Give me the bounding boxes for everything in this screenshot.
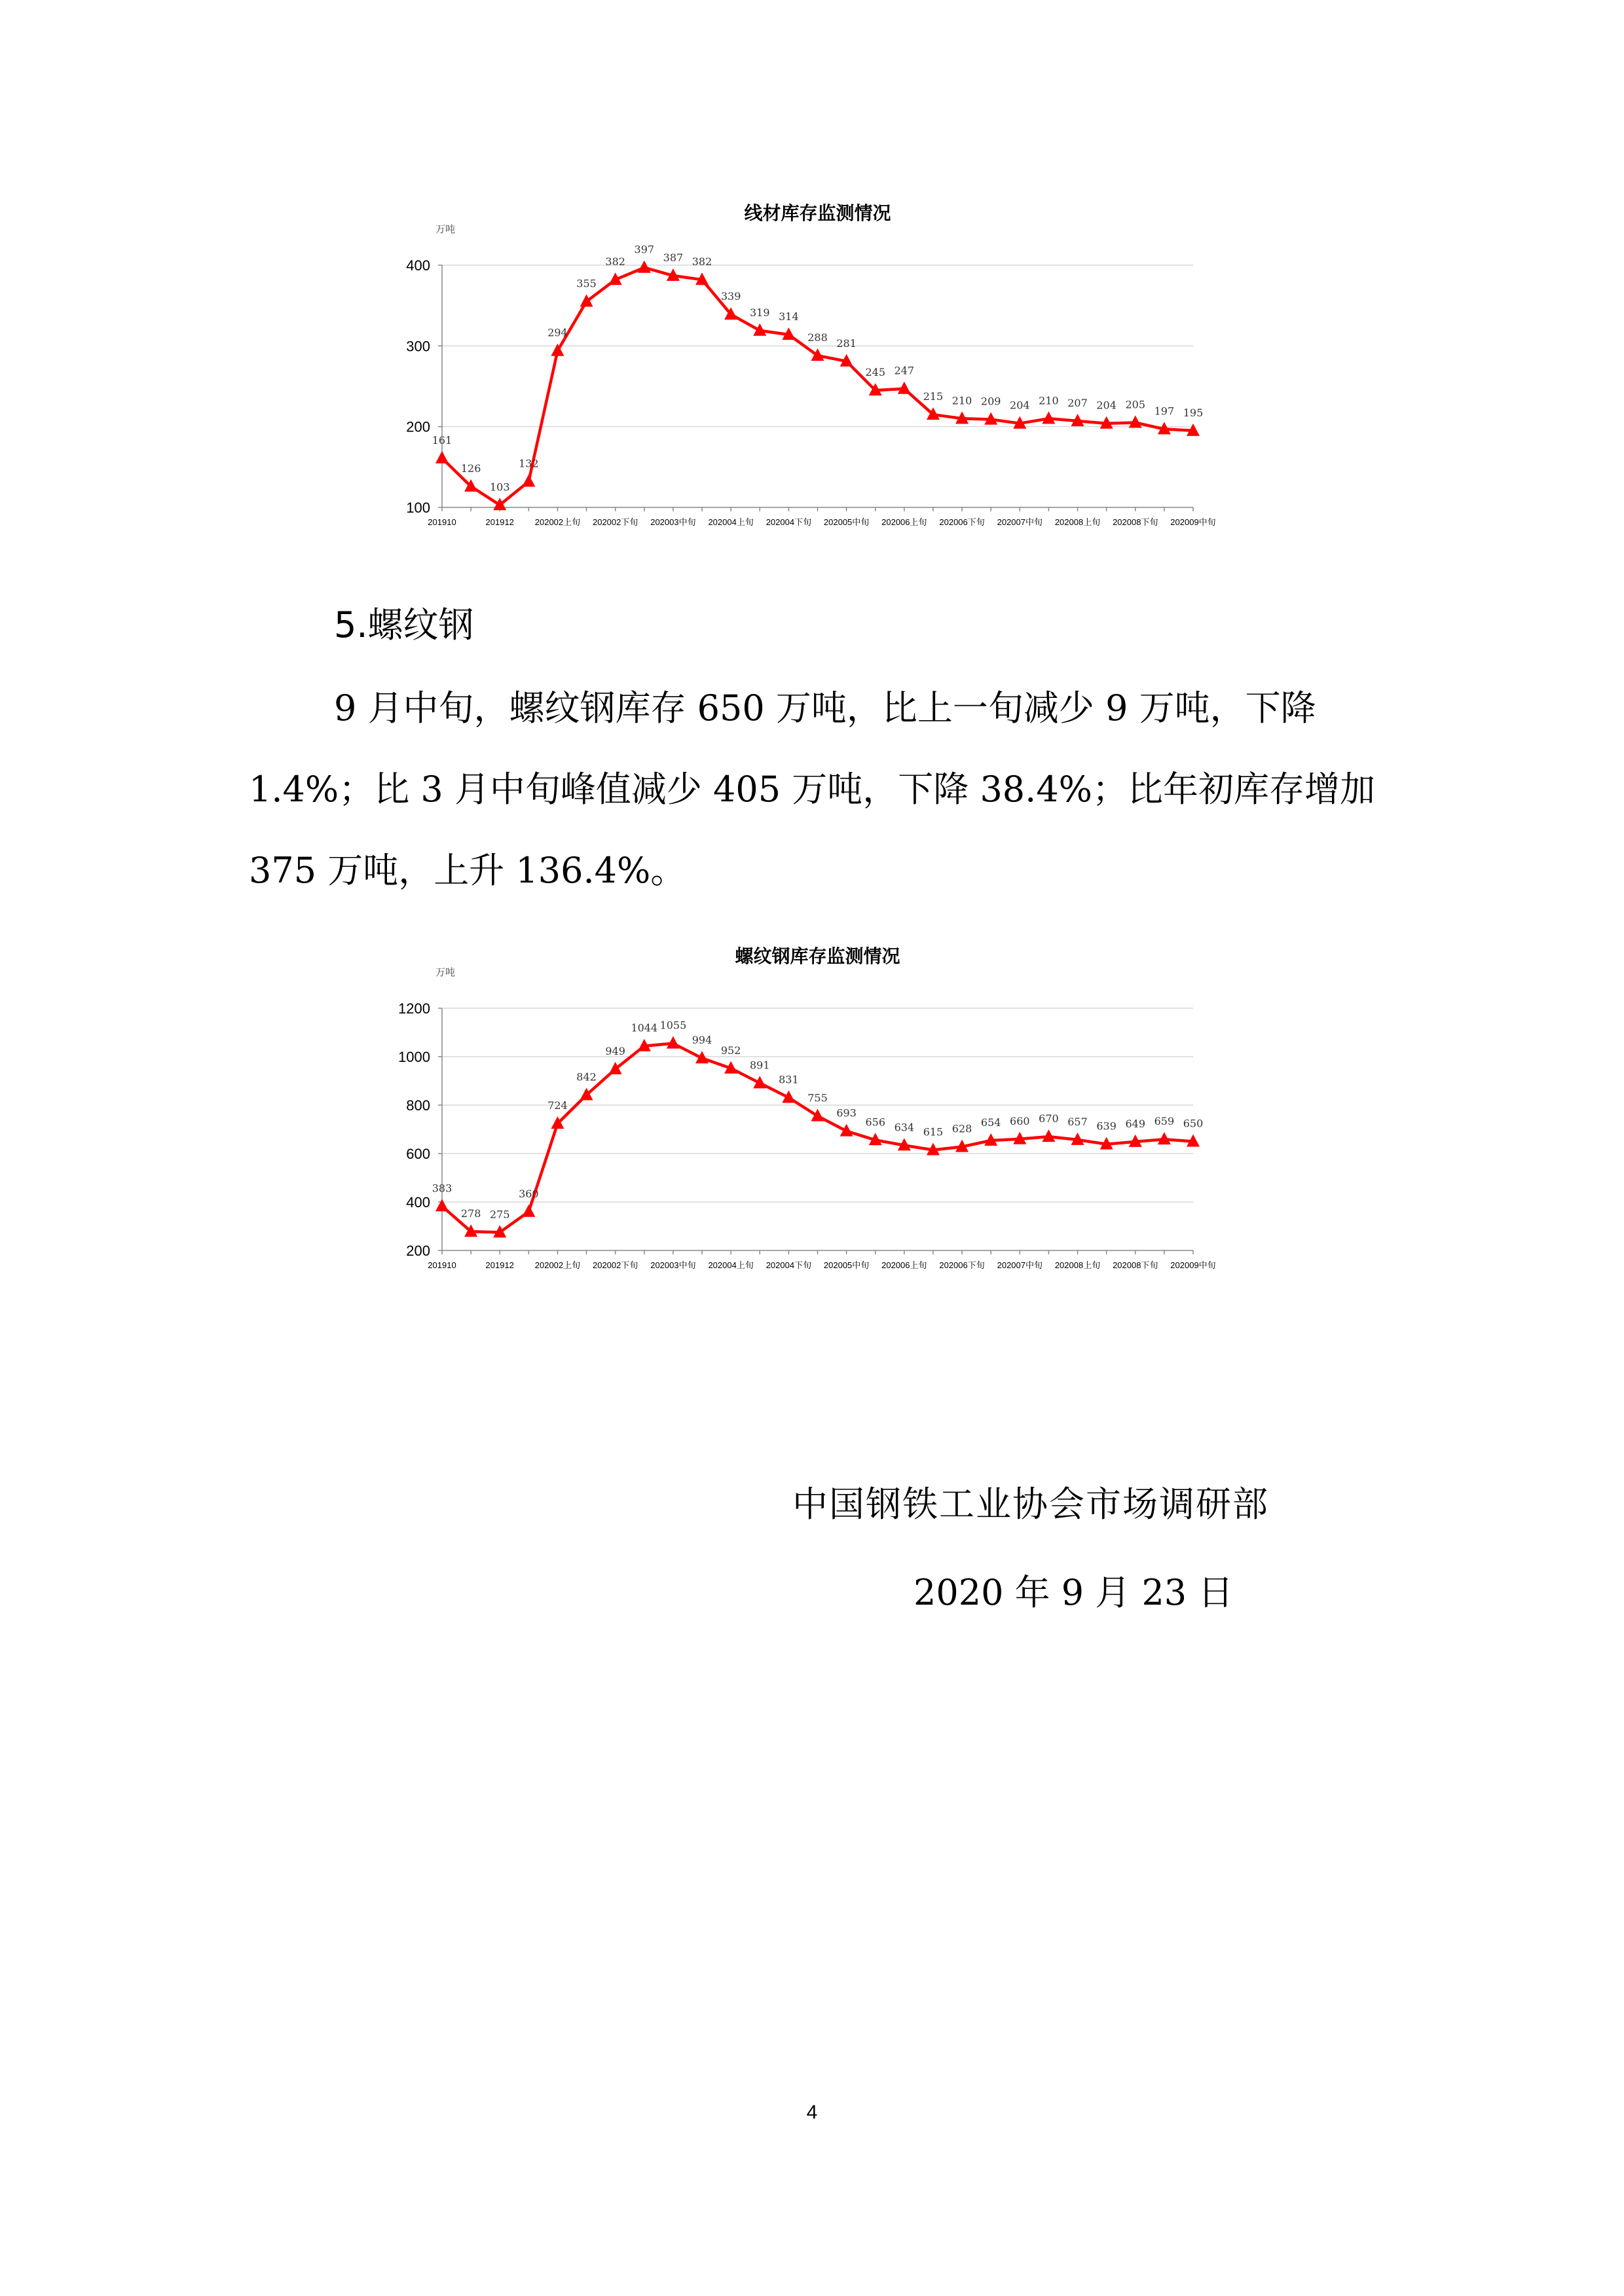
- wire-rod-data-label: 195: [1183, 406, 1204, 419]
- rebar-data-label: 656: [865, 1116, 886, 1129]
- wire-rod-data-label: 103: [489, 481, 510, 494]
- rebar-xtick-label: 202006上旬: [881, 1260, 927, 1270]
- wire-rod-data-label: 387: [663, 251, 684, 264]
- rebar-data-label: 383: [432, 1182, 452, 1195]
- wire-rod-data-label: 210: [1039, 394, 1059, 407]
- wire-rod-title: 线材库存监测情况: [744, 202, 891, 224]
- rebar-data-label: 660: [1010, 1114, 1030, 1127]
- rebar-data-label: 831: [779, 1073, 799, 1086]
- wire-rod-data-label: 197: [1154, 405, 1175, 418]
- rebar-xtick-label: 201912: [485, 1260, 514, 1270]
- section-heading: 5.螺纹钢: [334, 604, 474, 646]
- wire-rod-data-label: 161: [432, 433, 452, 446]
- rebar-series-line: [442, 1044, 1193, 1233]
- rebar-data-label: 659: [1154, 1115, 1175, 1128]
- wire-rod-data-point: [811, 348, 824, 361]
- wire-rod-data-point: [638, 261, 651, 273]
- report-date: 2020 年 9 月 23 日: [913, 1572, 1234, 1613]
- wire-rod-xtick-label: 202004下旬: [766, 517, 812, 527]
- rebar-xtick-label: 202003中旬: [650, 1260, 696, 1270]
- wire-rod-data-point: [580, 295, 593, 307]
- rebar-xtick-label: 202002上旬: [534, 1260, 581, 1270]
- rebar-data-label: 842: [576, 1070, 597, 1084]
- rebar-ytick-label: 1000: [398, 1049, 430, 1065]
- wire-rod-chart-svg: [0, 190, 1624, 543]
- rebar-chart-svg: [0, 933, 1624, 1286]
- wire-rod-series-line: [442, 268, 1193, 505]
- rebar-xtick-label: 202007中旬: [997, 1260, 1043, 1270]
- rebar-data-point: [435, 1199, 449, 1211]
- rebar-data-label: 724: [547, 1099, 568, 1112]
- wire-rod-data-label: 294: [547, 326, 568, 339]
- section-paragraph: [249, 668, 1375, 911]
- organization-name: 中国钢铁工业协会市场调研部: [792, 1484, 1269, 1525]
- wire-rod-data-label: 215: [923, 390, 944, 403]
- rebar-ytick-label: 600: [406, 1146, 430, 1162]
- rebar-data-label: 952: [720, 1044, 741, 1057]
- wire-rod-xtick-label: 202007中旬: [997, 517, 1043, 527]
- rebar-data-label: 670: [1039, 1112, 1059, 1125]
- wire-rod-xtick-label: 202004上旬: [708, 517, 754, 527]
- wire-rod-data-label: 314: [779, 310, 799, 323]
- wire-rod-xtick-label: 202008上旬: [1054, 517, 1101, 527]
- wire-rod-data-label: 247: [894, 364, 915, 377]
- rebar-data-point: [811, 1109, 824, 1121]
- wire-rod-xtick-label: 202008下旬: [1113, 517, 1158, 527]
- wire-rod-xtick-label: 202003中旬: [650, 517, 696, 527]
- wire-rod-ytick-label: 400: [406, 257, 430, 274]
- wire-rod-xtick-label: 202006下旬: [939, 517, 985, 527]
- wire-rod-xtick-label: 202002下旬: [592, 517, 638, 527]
- rebar-data-label: 949: [605, 1044, 625, 1057]
- paragraph-text: 9 月中旬，螺纹钢库存 650 万吨，比上一旬减少 9 万吨，下降 1.4%；比 3 月中旬峰值减少 405 万吨，下降 38.4%；比年初库存增加 375 万吨，上升 136.4%。: [249, 687, 1375, 891]
- wire-rod-inventory-chart: [0, 190, 1624, 543]
- rebar-xtick-label: 202005中旬: [823, 1260, 870, 1270]
- rebar-xtick-label: 202002下旬: [592, 1260, 638, 1270]
- wire-rod-data-label: 288: [807, 331, 828, 344]
- wire-rod-xtick-label: 201910: [428, 517, 456, 527]
- rebar-data-label: 628: [951, 1122, 972, 1135]
- rebar-inventory-chart: [0, 933, 1624, 1286]
- rebar-data-label: 278: [460, 1207, 481, 1220]
- rebar-title: 螺纹钢库存监测情况: [735, 945, 900, 967]
- wire-rod-data-label: 126: [460, 462, 481, 475]
- wire-rod-data-label: 281: [836, 337, 857, 350]
- rebar-xtick-label: 202008上旬: [1054, 1260, 1101, 1270]
- rebar-xtick-label: 202006下旬: [939, 1260, 985, 1270]
- wire-rod-data-label: 204: [1010, 399, 1030, 412]
- rebar-data-point: [522, 1205, 535, 1217]
- rebar-data-label: 1055: [659, 1019, 687, 1032]
- rebar-data-label: 994: [692, 1034, 712, 1047]
- wire-rod-data-label: 209: [980, 395, 1001, 408]
- wire-rod-ytick-label: 100: [406, 500, 430, 516]
- rebar-data-label: 755: [807, 1091, 828, 1104]
- wire-rod-xtick-label: 202009中旬: [1170, 517, 1216, 527]
- rebar-data-label: 634: [894, 1121, 915, 1134]
- rebar-xtick-label: 201910: [428, 1260, 456, 1270]
- wire-rod-xtick-label: 201912: [485, 517, 514, 527]
- wire-rod-data-label: 245: [865, 366, 886, 379]
- rebar-xtick-label: 202004下旬: [766, 1260, 812, 1270]
- wire-rod-data-label: 355: [576, 277, 597, 290]
- rebar-ytick-label: 400: [406, 1194, 430, 1211]
- wire-rod-ytick-label: 300: [406, 338, 430, 355]
- rebar-data-label: 360: [519, 1187, 539, 1200]
- rebar-data-label: 891: [749, 1059, 770, 1072]
- wire-rod-data-label: 205: [1125, 398, 1146, 411]
- wire-rod-data-point: [435, 451, 449, 464]
- rebar-data-label: 693: [836, 1106, 857, 1120]
- wire-rod-data-label: 210: [951, 394, 972, 407]
- wire-rod-unit-label: 万吨: [435, 223, 456, 235]
- wire-rod-xtick-label: 202005中旬: [823, 517, 870, 527]
- wire-rod-data-label: 319: [749, 306, 770, 319]
- page-number: 4: [806, 2102, 818, 2123]
- rebar-xtick-label: 202008下旬: [1113, 1260, 1158, 1270]
- rebar-data-label: 275: [489, 1208, 510, 1221]
- rebar-xtick-label: 202009中旬: [1170, 1260, 1216, 1270]
- rebar-ytick-label: 200: [406, 1243, 430, 1259]
- rebar-data-label: 639: [1096, 1120, 1116, 1133]
- wire-rod-xtick-label: 202006上旬: [881, 517, 927, 527]
- rebar-data-label: 1044: [631, 1021, 658, 1034]
- wire-rod-data-label: 204: [1096, 399, 1116, 412]
- rebar-data-label: 654: [980, 1116, 1001, 1129]
- rebar-data-label: 649: [1125, 1117, 1146, 1130]
- wire-rod-ytick-label: 200: [406, 418, 430, 435]
- wire-rod-data-label: 132: [519, 457, 539, 470]
- wire-rod-data-label: 207: [1067, 397, 1088, 410]
- rebar-unit-label: 万吨: [435, 966, 456, 978]
- rebar-ytick-label: 1200: [398, 1000, 430, 1017]
- wire-rod-data-label: 397: [634, 243, 655, 256]
- rebar-ytick-label: 800: [406, 1097, 430, 1114]
- wire-rod-data-label: 339: [720, 290, 741, 303]
- wire-rod-xtick-label: 202002上旬: [534, 517, 581, 527]
- rebar-xtick-label: 202004上旬: [708, 1260, 754, 1270]
- wire-rod-data-label: 382: [692, 255, 712, 268]
- wire-rod-data-label: 382: [605, 255, 625, 268]
- rebar-data-label: 650: [1183, 1117, 1204, 1130]
- rebar-data-label: 657: [1067, 1115, 1088, 1128]
- wire-rod-data-point: [522, 475, 535, 487]
- rebar-data-label: 615: [923, 1125, 944, 1139]
